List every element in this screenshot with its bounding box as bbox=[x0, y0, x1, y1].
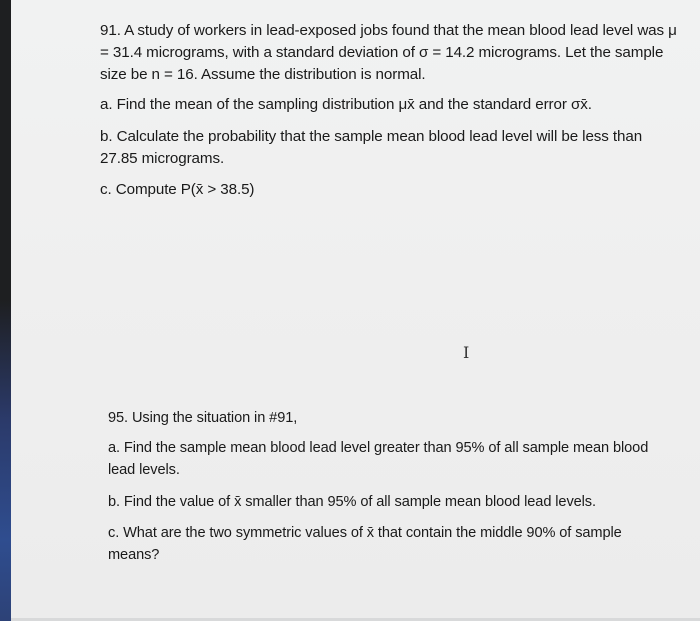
text-cursor-icon: I bbox=[463, 343, 470, 362]
question-91-part-a: a. Find the mean of the sampling distribution μx̄ and the standard error σx̄. bbox=[100, 96, 592, 113]
question-91-part-b: b. Calculate the probability that the sample mean blood lead level will be less than 27.85 micrograms. bbox=[100, 128, 643, 167]
background-edge bbox=[0, 0, 11, 621]
question-91 bbox=[100, 20, 680, 201]
question-95 bbox=[108, 407, 668, 566]
question-91-stem: 91. A study of workers in lead-exposed jobs found that the mean blood lead level was μ = 31.4 micrograms, with a standard deviation of σ = 14.2 micrograms. Let the sample size be n = 16. Assume the distribution is normal. bbox=[100, 22, 677, 83]
question-91-part-c: c. Compute P(x̄ > 38.5) bbox=[100, 181, 255, 198]
question-95-part-a: a. Find the sample mean blood lead level greater than 95% of all sample mean blood lead levels. bbox=[108, 440, 649, 478]
question-95-stem: 95. Using the situation in #91, bbox=[108, 410, 298, 426]
question-95-part-b: b. Find the value of x̄ smaller than 95% of all sample mean blood lead levels. bbox=[108, 494, 596, 510]
question-95-part-c: c. What are the two symmetric values of x̄ that contain the middle 90% of sample means? bbox=[108, 525, 622, 563]
